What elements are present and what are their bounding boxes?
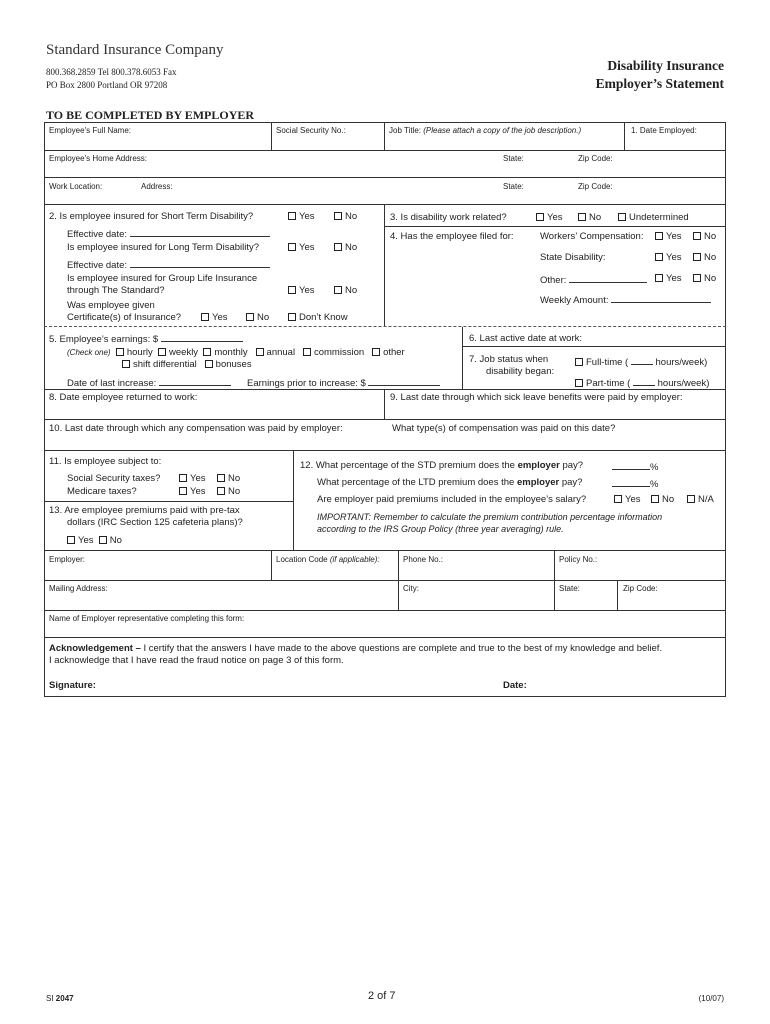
q2-std-effective-date-field[interactable] <box>67 227 270 240</box>
q2-cert-no-checkbox[interactable] <box>246 313 254 321</box>
q10b-label: What type(s) of compensation was paid on this date? <box>392 423 616 434</box>
work-location-label: Work Location: <box>49 182 103 191</box>
q11-label: 11. Is employee subject to: <box>49 456 162 467</box>
q13-yes-checkbox[interactable] <box>67 536 75 544</box>
q4-workers-no-checkbox[interactable] <box>693 232 701 240</box>
q7-fulltime-checkbox[interactable] <box>575 358 583 366</box>
ssn-label: Social Security No.: <box>276 126 346 135</box>
yes-label: Yes <box>666 231 682 242</box>
acknowledgement-text-2: I acknowledge that I have read the fraud notice on page 3 of this form. <box>49 655 344 666</box>
job-title-note: (Please attach a copy of the job description.) <box>423 126 582 135</box>
q4-state-label: State Disability: <box>540 252 606 263</box>
no-label: No <box>589 212 602 223</box>
q5-hourly-checkbox[interactable] <box>116 348 124 356</box>
yes-label: Yes <box>78 535 94 546</box>
q10-type-field[interactable] <box>392 423 615 434</box>
job-title-label: Job Title: <box>389 126 422 135</box>
yes-label: Yes <box>299 285 315 296</box>
phone-label: Phone No.: <box>403 555 444 564</box>
q3-undetermined-checkbox[interactable] <box>618 213 626 221</box>
q5-label: 5. Employee’s earnings: $ <box>49 334 159 345</box>
no-label: No <box>257 312 270 323</box>
q5-commission-checkbox[interactable] <box>303 348 311 356</box>
q5-bonuses-checkbox[interactable] <box>205 360 213 368</box>
q10-label: 10. Last date through which any compensation was paid by employer: <box>49 423 343 434</box>
q12-std-label: 12. What percentage of the STD premium does the employer pay? <box>300 460 584 471</box>
no-label: No <box>109 535 122 546</box>
q5-shift-checkbox[interactable] <box>122 360 130 368</box>
parttime-label: Part-time ( <box>586 378 631 389</box>
q12-no-checkbox[interactable] <box>651 495 659 503</box>
q3-label: 3. Is disability work related? <box>390 212 507 223</box>
q11-medicare-yes-checkbox[interactable] <box>179 487 187 495</box>
q5-earnings-prior-field[interactable] <box>247 376 440 389</box>
q6-label: 6. Last active date at work: <box>469 333 583 344</box>
annual-label: annual <box>266 347 296 358</box>
representative-name-field[interactable] <box>49 614 244 623</box>
percent-label: % <box>650 479 659 490</box>
q12-important-1: IMPORTANT: Remember to calculate the premium contribution percentage information <box>317 512 663 522</box>
form-number: SI 2047 <box>46 994 74 1003</box>
q12-std-percent-field[interactable] <box>612 460 658 473</box>
mailing-address-label: Mailing Address: <box>49 584 108 593</box>
percent-label: % <box>650 462 659 473</box>
mailing-zip-field[interactable] <box>623 584 658 593</box>
policy-field[interactable] <box>559 555 597 564</box>
q8-label: 8. Date employee returned to work: <box>49 392 198 403</box>
q5-earnings-field[interactable] <box>49 332 243 345</box>
no-label: No <box>662 494 675 505</box>
q12-na-checkbox[interactable] <box>687 495 695 503</box>
company-address: PO Box 2800 Portland OR 97208 <box>46 80 168 90</box>
mailing-state-label: State: <box>559 584 580 593</box>
last-increase-label: Date of last increase: <box>67 378 157 389</box>
no-label: No <box>345 211 358 222</box>
q12-ltd-label: What percentage of the LTD premium does the employer pay? <box>317 477 583 488</box>
company-name: Standard Insurance Company <box>46 42 224 58</box>
acknowledgement-text-1: Acknowledgement – I certify that the answers I have made to the above questions are complete and true to the best of my knowledge and belief. <box>49 643 663 654</box>
q4-label: 4. Has the employee filed for: <box>390 231 514 242</box>
q2-std-yes-checkbox[interactable] <box>288 212 296 220</box>
q2-life-label-1: Is employee insured for Group Life Insurance <box>67 273 258 284</box>
q11-ss-label: Social Security taxes? <box>67 473 161 484</box>
city-field[interactable] <box>403 584 419 593</box>
q13-no-checkbox[interactable] <box>99 536 107 544</box>
q5-options <box>67 347 405 358</box>
q4-weekly-field[interactable] <box>540 293 711 306</box>
q9-sick-leave-field[interactable] <box>390 392 683 403</box>
q5-monthly-checkbox[interactable] <box>203 348 211 356</box>
if-applicable-label: (if applicable): <box>329 555 380 564</box>
monthly-label: monthly <box>214 347 248 358</box>
q4-weekly-label: Weekly Amount: <box>540 295 609 306</box>
q2-cert-label: Certificate(s) of Insurance? <box>67 312 182 323</box>
job-title-field[interactable] <box>389 126 581 135</box>
q2-given-label: Was employee given <box>67 300 155 311</box>
yes-label: Yes <box>666 273 682 284</box>
na-label: N/A <box>698 494 714 505</box>
effective-date-label: Effective date: <box>67 260 128 271</box>
date-field[interactable] <box>503 680 527 691</box>
employer-label: Employer: <box>49 555 86 564</box>
employer-field[interactable] <box>49 555 85 564</box>
section-title: TO BE COMPLETED BY EMPLOYER <box>46 108 255 122</box>
q11-medicare-no-checkbox[interactable] <box>217 487 225 495</box>
q2-cert-dont-know-checkbox[interactable] <box>288 313 296 321</box>
q2-ltd-yes-checkbox[interactable] <box>288 243 296 251</box>
date-label: Date: <box>503 680 527 691</box>
q4-state-yes-checkbox[interactable] <box>655 253 663 261</box>
q5-annual-checkbox[interactable] <box>256 348 264 356</box>
work-address-field[interactable] <box>141 182 173 191</box>
shift-label: shift differential <box>133 359 197 370</box>
no-label: No <box>228 473 241 484</box>
q2-life-label-2: through The Standard? <box>67 285 165 296</box>
representative-label: Name of Employer representative completing this form: <box>49 614 245 623</box>
work-zip-label: Zip Code: <box>578 182 613 191</box>
q5-weekly-checkbox[interactable] <box>158 348 166 356</box>
q11-medicare-label: Medicare taxes? <box>67 486 137 497</box>
q2-std-label: 2. Is employee insured for Short Term Disability? <box>49 211 254 222</box>
q5-last-increase-field[interactable] <box>67 376 231 389</box>
q2-life-no-checkbox[interactable] <box>334 286 342 294</box>
q12-yes-checkbox[interactable] <box>614 495 622 503</box>
q3-no-checkbox[interactable] <box>578 213 586 221</box>
hourly-label: hourly <box>126 347 153 358</box>
no-label: No <box>704 252 717 263</box>
mailing-zip-label: Zip Code: <box>623 584 658 593</box>
yes-label: Yes <box>190 486 206 497</box>
no-label: No <box>228 486 241 497</box>
mailing-address-field[interactable] <box>49 584 108 593</box>
employee-full-name-label: Employee's Full Name: <box>49 126 131 135</box>
signature-field[interactable] <box>49 680 96 691</box>
q4-other-yes-checkbox[interactable] <box>655 274 663 282</box>
yes-label: Yes <box>190 473 206 484</box>
hours-label: hours/week) <box>657 378 710 389</box>
yes-label: Yes <box>666 252 682 263</box>
earnings-prior-label: Earnings prior to increase: $ <box>247 378 366 389</box>
employee-full-name-field[interactable] <box>49 126 131 135</box>
no-label: No <box>345 285 358 296</box>
q4-workers-label: Workers’ Compensation: <box>540 231 644 242</box>
date-employed-label: 1. Date Employed: <box>631 126 697 135</box>
ssn-field[interactable] <box>276 126 346 135</box>
no-label: No <box>704 273 717 284</box>
q11-ss-yes-checkbox[interactable] <box>179 474 187 482</box>
revision-date: (10/07) <box>698 994 724 1003</box>
check-one-label: (Check one) <box>67 348 111 357</box>
location-code-label: Location Code <box>276 555 328 564</box>
no-label: No <box>704 231 717 242</box>
yes-label: Yes <box>299 211 315 222</box>
q12-ltd-percent-field[interactable] <box>612 477 658 490</box>
city-label: City: <box>403 584 419 593</box>
q13-label-1: 13. Are employee premiums paid with pre-tax <box>49 505 240 516</box>
form-title-line2: Employer’s Statement <box>595 76 724 91</box>
q2-life-yes-checkbox[interactable] <box>288 286 296 294</box>
q2-ltd-no-checkbox[interactable] <box>334 243 342 251</box>
company-phones: 800.368.2859 Tel 800.378.6053 Fax <box>46 67 177 77</box>
q4-other-label: Other: <box>540 275 567 286</box>
home-zip-label: Zip Code: <box>578 154 613 163</box>
q3-yes-checkbox[interactable] <box>536 213 544 221</box>
q4-workers-yes-checkbox[interactable] <box>655 232 663 240</box>
phone-field[interactable] <box>403 555 443 564</box>
q4-other-field[interactable] <box>540 273 647 286</box>
commission-label: commission <box>313 347 365 358</box>
yes-label: Yes <box>547 212 563 223</box>
no-label: No <box>345 242 358 253</box>
undetermined-label: Undetermined <box>629 212 689 223</box>
fulltime-label: Full-time ( <box>586 357 629 368</box>
q5-other-checkbox[interactable] <box>372 348 380 356</box>
q2-std-no-checkbox[interactable] <box>334 212 342 220</box>
date-employed-field[interactable] <box>631 126 697 135</box>
q7-label-2: disability began: <box>486 366 555 377</box>
form-title-line1: Disability Insurance <box>607 58 724 73</box>
effective-date-label: Effective date: <box>67 229 128 240</box>
q4-state-no-checkbox[interactable] <box>693 253 701 261</box>
weekly-label: weekly <box>169 347 199 358</box>
q7-label-1: 7. Job status when <box>469 354 549 365</box>
q8-return-date-field[interactable] <box>49 392 197 403</box>
hours-label: hours/week) <box>655 357 708 368</box>
other-label: other <box>383 347 405 358</box>
q13-label-2: dollars (IRC Section 125 cafeteria plans)? <box>67 517 243 528</box>
q12-important-2: according to the IRS Group Policy (three year averaging) rule. <box>317 524 564 534</box>
policy-label: Policy No.: <box>559 555 598 564</box>
q4-other-no-checkbox[interactable] <box>693 274 701 282</box>
home-address-field[interactable] <box>49 154 147 163</box>
q6-last-active-field[interactable] <box>469 333 582 344</box>
work-address-label: Address: <box>141 182 173 191</box>
q11-ss-no-checkbox[interactable] <box>217 474 225 482</box>
home-address-label: Employee's Home Address: <box>49 154 148 163</box>
page-number: 2 of 7 <box>368 990 396 1002</box>
signature-label: Signature: <box>49 680 96 691</box>
bonuses-label: bonuses <box>215 359 252 370</box>
dont-know-label: Don’t Know <box>299 312 348 323</box>
q10-compensation-field[interactable] <box>49 423 343 434</box>
yes-label: Yes <box>299 242 315 253</box>
q9-label: 9. Last date through which sick leave benefits were paid by employer: <box>390 392 683 403</box>
location-code-field[interactable] <box>276 555 380 564</box>
q7-parttime-checkbox[interactable] <box>575 379 583 387</box>
q2-ltd-effective-date-field[interactable] <box>67 258 270 271</box>
home-state-label: State: <box>503 154 524 163</box>
mailing-state-field[interactable] <box>559 584 580 593</box>
q2-ltd-label: Is employee insured for Long Term Disability? <box>67 242 260 253</box>
q12-included-label: Are employer paid premiums included in the employee’s salary? <box>317 494 587 505</box>
q2-cert-yes-checkbox[interactable] <box>201 313 209 321</box>
yes-label: Yes <box>212 312 228 323</box>
yes-label: Yes <box>625 494 641 505</box>
work-state-label: State: <box>503 182 524 191</box>
